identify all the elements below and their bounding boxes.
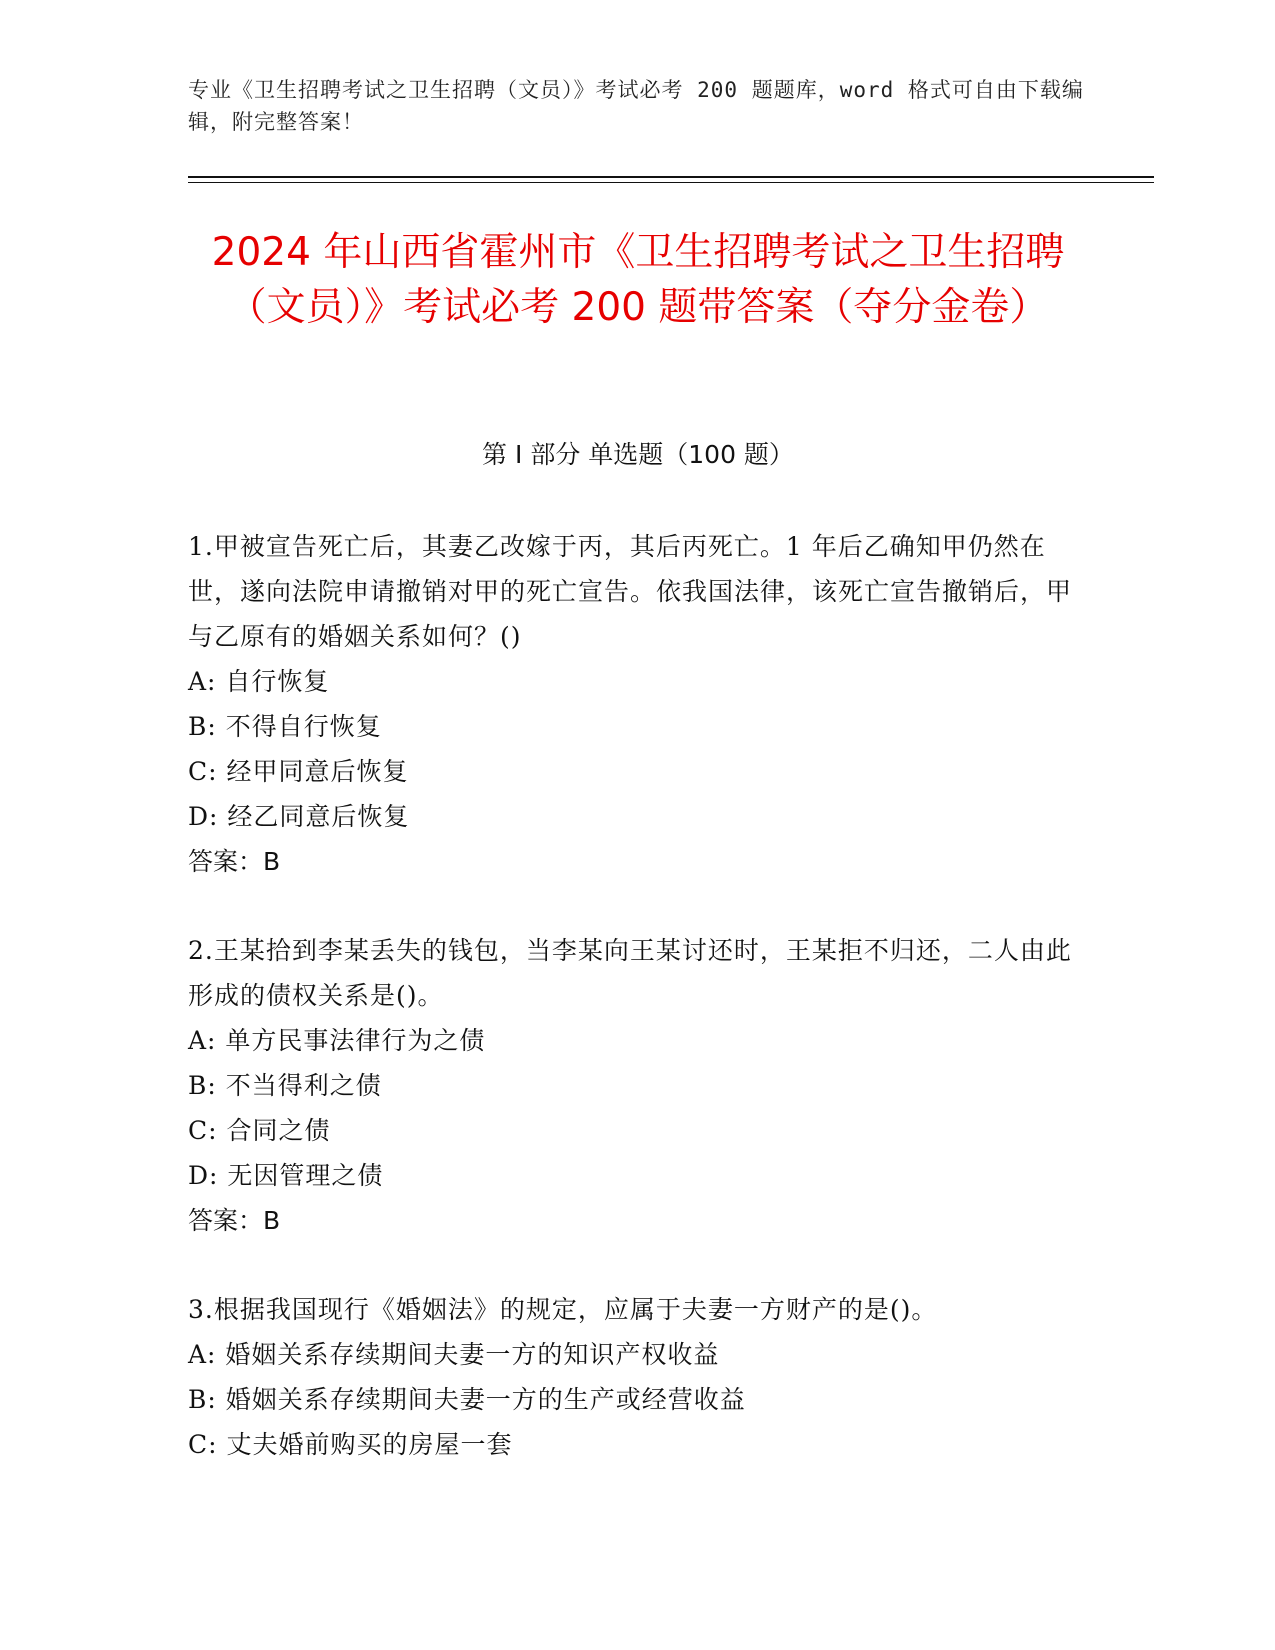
question-2 <box>188 928 1088 1243</box>
option-d: D: 经乙同意后恢复 <box>188 802 410 831</box>
header-rule-thin <box>188 182 1154 183</box>
option-a: A: 单方民事法律行为之债 <box>188 1026 486 1055</box>
option-a: A: 自行恢复 <box>188 667 330 696</box>
option-c: C: 丈夫婚前购买的房屋一套 <box>188 1430 513 1459</box>
question-stem: 2.王某拾到李某丢失的钱包，当李某向王某讨还时，王某拒不归还，二人由此形成的债权关系是()。 <box>188 936 1072 1010</box>
option-b: B: 不得自行恢复 <box>188 712 382 741</box>
option-b: B: 不当得利之债 <box>188 1071 382 1100</box>
document-title: 2024 年山西省霍州市《卫生招聘考试之卫生招聘（文员）》考试必考 200 题带答案（夺分金卷） <box>211 230 1065 330</box>
question-1 <box>188 524 1088 884</box>
answer: 答案：B <box>188 1206 281 1235</box>
header-rule-thick <box>188 176 1154 178</box>
option-d: D: 无因管理之债 <box>188 1161 384 1190</box>
section-heading: 第 I 部分 单选题（100 题） <box>482 440 794 469</box>
question-list <box>188 524 1088 1511</box>
question-stem: 1.甲被宣告死亡后，其妻乙改嫁于丙，其后丙死亡。1 年后乙确知甲仍然在世，遂向法院申请撤销对甲的死亡宣告。依我国法律，该死亡宣告撤销后，甲与乙原有的婚姻关系如何？() <box>188 532 1073 651</box>
option-b: B: 婚姻关系存续期间夫妻一方的生产或经营收益 <box>188 1385 746 1414</box>
header-note: 专业《卫生招聘考试之卫生招聘（文员）》考试必考 200 题题库，word 格式可自由下载编辑，附完整答案！ <box>188 78 1084 134</box>
question-stem: 3.根据我国现行《婚姻法》的规定，应属于夫妻一方财产的是()。 <box>188 1295 938 1324</box>
option-c: C: 合同之债 <box>188 1116 331 1145</box>
answer: 答案：B <box>188 847 281 876</box>
question-3 <box>188 1287 1088 1467</box>
option-c: C: 经甲同意后恢复 <box>188 757 409 786</box>
option-a: A: 婚姻关系存续期间夫妻一方的知识产权收益 <box>188 1340 720 1369</box>
